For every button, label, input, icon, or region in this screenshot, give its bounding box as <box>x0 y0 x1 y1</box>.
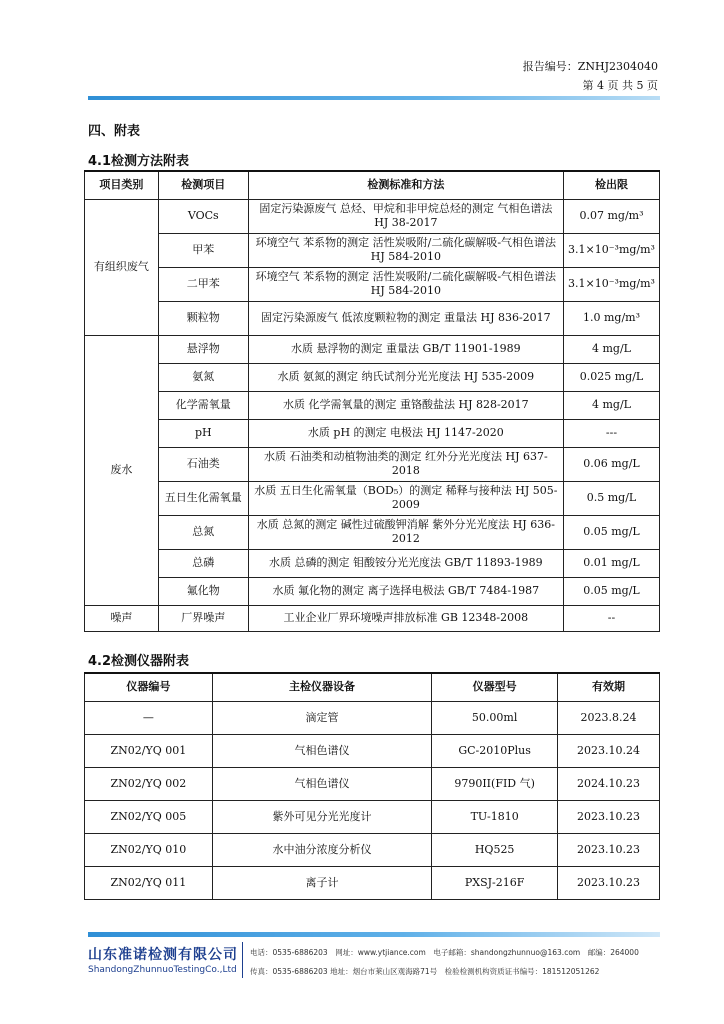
valid-until-cell: 2023.10.23 <box>558 833 660 866</box>
instrument-id-cell: ZN02/YQ 001 <box>85 734 213 767</box>
instrument-name-cell: 离子计 <box>212 866 431 899</box>
header-divider <box>88 96 660 100</box>
method-cell: 水质 化学需氧量的测定 重铬酸盐法 HJ 828-2017 <box>248 391 563 419</box>
table-row <box>85 866 660 899</box>
table-row <box>85 577 660 605</box>
category-cell: 废水 <box>85 335 159 605</box>
valid-until-cell: 2023.10.24 <box>558 734 660 767</box>
method-cell: 固定污染源废气 总烃、甲烷和非甲烷总烃的测定 气相色谱法 HJ 38-2017 <box>248 199 563 233</box>
limit-cell: 0.05 mg/L <box>563 515 659 549</box>
table-row <box>85 833 660 866</box>
method-cell: 水质 氟化物的测定 离子选择电极法 GB/T 7484-1987 <box>248 577 563 605</box>
category-cell: 噪声 <box>85 605 159 631</box>
limit-cell: 0.06 mg/L <box>563 447 659 481</box>
table-row <box>85 363 660 391</box>
footer-separator <box>242 942 243 978</box>
table-row <box>85 734 660 767</box>
instrument-model-cell: PXSJ-216F <box>432 866 558 899</box>
method-cell: 环境空气 苯系物的测定 活性炭吸附/二硫化碳解吸-气相色谱法 HJ 584-2010 <box>248 267 563 301</box>
valid-until-cell: 2023.8.24 <box>558 701 660 734</box>
method-cell: 固定污染源废气 低浓度颗粒物的测定 重量法 HJ 836-2017 <box>248 301 563 335</box>
method-cell: 水质 总磷的测定 钼酸铵分光光度法 GB/T 11893-1989 <box>248 549 563 577</box>
header-category: 项目类别 <box>85 171 159 199</box>
table-row <box>85 605 660 631</box>
item-cell: 五日生化需氧量 <box>158 481 248 515</box>
footer-divider <box>88 932 660 937</box>
limit-cell: --- <box>563 419 659 447</box>
limit-cell: 0.07 mg/m³ <box>563 199 659 233</box>
instrument-model-cell: TU-1810 <box>432 800 558 833</box>
item-cell: 化学需氧量 <box>158 391 248 419</box>
instrument-name-cell: 滴定管 <box>212 701 431 734</box>
limit-cell: -- <box>563 605 659 631</box>
valid-until-cell: 2023.10.23 <box>558 800 660 833</box>
table-row <box>85 301 660 335</box>
item-cell: 石油类 <box>158 447 248 481</box>
limit-cell: 4 mg/L <box>563 391 659 419</box>
header-instrument-model: 仪器型号 <box>432 673 558 701</box>
item-cell: 氨氮 <box>158 363 248 391</box>
valid-until-cell: 2023.10.23 <box>558 866 660 899</box>
table-row <box>85 335 660 363</box>
instrument-name-cell: 水中油分浓度分析仪 <box>212 833 431 866</box>
item-cell: 总磷 <box>158 549 248 577</box>
header-instrument-id: 仪器编号 <box>85 673 213 701</box>
instrument-name-cell: 气相色谱仪 <box>212 734 431 767</box>
contact-line-2: 传真：0535-6886203 地址：烟台市莱山区观海路71号 检验检测机构资质证书编号：181512051262 <box>250 967 600 976</box>
method-cell: 水质 总氮的测定 碱性过硫酸钾消解 紫外分光光度法 HJ 636-2012 <box>248 515 563 549</box>
instrument-id-cell: ZN02/YQ 005 <box>85 800 213 833</box>
table-row <box>85 701 660 734</box>
item-cell: VOCs <box>158 199 248 233</box>
limit-cell: 0.025 mg/L <box>563 363 659 391</box>
method-cell: 水质 pH 的测定 电极法 HJ 1147-2020 <box>248 419 563 447</box>
table-row <box>85 447 660 481</box>
table-row <box>85 481 660 515</box>
instrument-name-cell: 气相色谱仪 <box>212 767 431 800</box>
header-item: 检测项目 <box>158 171 248 199</box>
table-row <box>85 199 660 233</box>
table-row <box>85 419 660 447</box>
table-row <box>85 515 660 549</box>
instrument-model-cell: 50.00ml <box>432 701 558 734</box>
instrument-model-cell: GC-2010Plus <box>432 734 558 767</box>
report-number: 报告编号：ZNHJ2304040 <box>522 60 658 73</box>
item-cell: 总氮 <box>158 515 248 549</box>
instrument-id-cell: ZN02/YQ 011 <box>85 866 213 899</box>
item-cell: 厂界噪声 <box>158 605 248 631</box>
limit-cell: 0.01 mg/L <box>563 549 659 577</box>
limit-cell: 0.05 mg/L <box>563 577 659 605</box>
header-limit: 检出限 <box>563 171 659 199</box>
table-row <box>85 549 660 577</box>
method-cell: 工业企业厂界环境噪声排放标准 GB 12348-2008 <box>248 605 563 631</box>
header-valid-until: 有效期 <box>558 673 660 701</box>
table-row <box>85 767 660 800</box>
method-cell: 水质 五日生化需氧量（BOD₅）的测定 稀释与接种法 HJ 505-2009 <box>248 481 563 515</box>
instruments-table-title: 4.2检测仪器附表 <box>88 654 190 669</box>
method-cell: 水质 石油类和动植物油类的测定 红外分光光度法 HJ 637-2018 <box>248 447 563 481</box>
table-row <box>85 267 660 301</box>
limit-cell: 3.1×10⁻³mg/m³ <box>563 267 659 301</box>
instrument-name-cell: 紫外可见分光光度计 <box>212 800 431 833</box>
method-cell: 水质 氨氮的测定 纳氏试剂分光光度法 HJ 535-2009 <box>248 363 563 391</box>
instrument-model-cell: 9790II(FID 气) <box>432 767 558 800</box>
method-cell: 环境空气 苯系物的测定 活性炭吸附/二硫化碳解吸-气相色谱法 HJ 584-2010 <box>248 233 563 267</box>
item-cell: 二甲苯 <box>158 267 248 301</box>
item-cell: 颗粒物 <box>158 301 248 335</box>
methods-header-row <box>85 171 660 199</box>
item-cell: 悬浮物 <box>158 335 248 363</box>
instruments-table <box>84 672 660 900</box>
table-row <box>85 800 660 833</box>
limit-cell: 1.0 mg/m³ <box>563 301 659 335</box>
item-cell: 氟化物 <box>158 577 248 605</box>
item-cell: 甲苯 <box>158 233 248 267</box>
table-row <box>85 233 660 267</box>
header-instrument-name: 主检仪器设备 <box>212 673 431 701</box>
page-number: 第 4 页 共 5 页 <box>582 79 658 92</box>
methods-table-title: 4.1检测方法附表 <box>88 154 190 169</box>
section-title: 四、附表 <box>88 124 141 139</box>
methods-table <box>84 170 660 632</box>
table-row <box>85 391 660 419</box>
instrument-model-cell: HQ525 <box>432 833 558 866</box>
limit-cell: 4 mg/L <box>563 335 659 363</box>
company-name-cn: 山东准诺检测有限公司 <box>88 947 238 963</box>
header-method: 检测标准和方法 <box>248 171 563 199</box>
limit-cell: 3.1×10⁻³mg/m³ <box>563 233 659 267</box>
limit-cell: 0.5 mg/L <box>563 481 659 515</box>
instrument-id-cell: ZN02/YQ 002 <box>85 767 213 800</box>
instrument-id-cell: — <box>85 701 213 734</box>
instrument-id-cell: ZN02/YQ 010 <box>85 833 213 866</box>
instruments-header-row <box>85 673 660 701</box>
contact-line-1: 电话：0535-6886203 网址：www.ytjiance.com 电子邮箱：shandongzhunnuo@163.com 邮编：264000 <box>250 948 639 957</box>
category-cell: 有组织废气 <box>85 199 159 335</box>
valid-until-cell: 2024.10.23 <box>558 767 660 800</box>
company-name-en: ShandongZhunnuoTestingCo.,Ltd <box>88 965 237 975</box>
item-cell: pH <box>158 419 248 447</box>
method-cell: 水质 悬浮物的测定 重量法 GB/T 11901-1989 <box>248 335 563 363</box>
